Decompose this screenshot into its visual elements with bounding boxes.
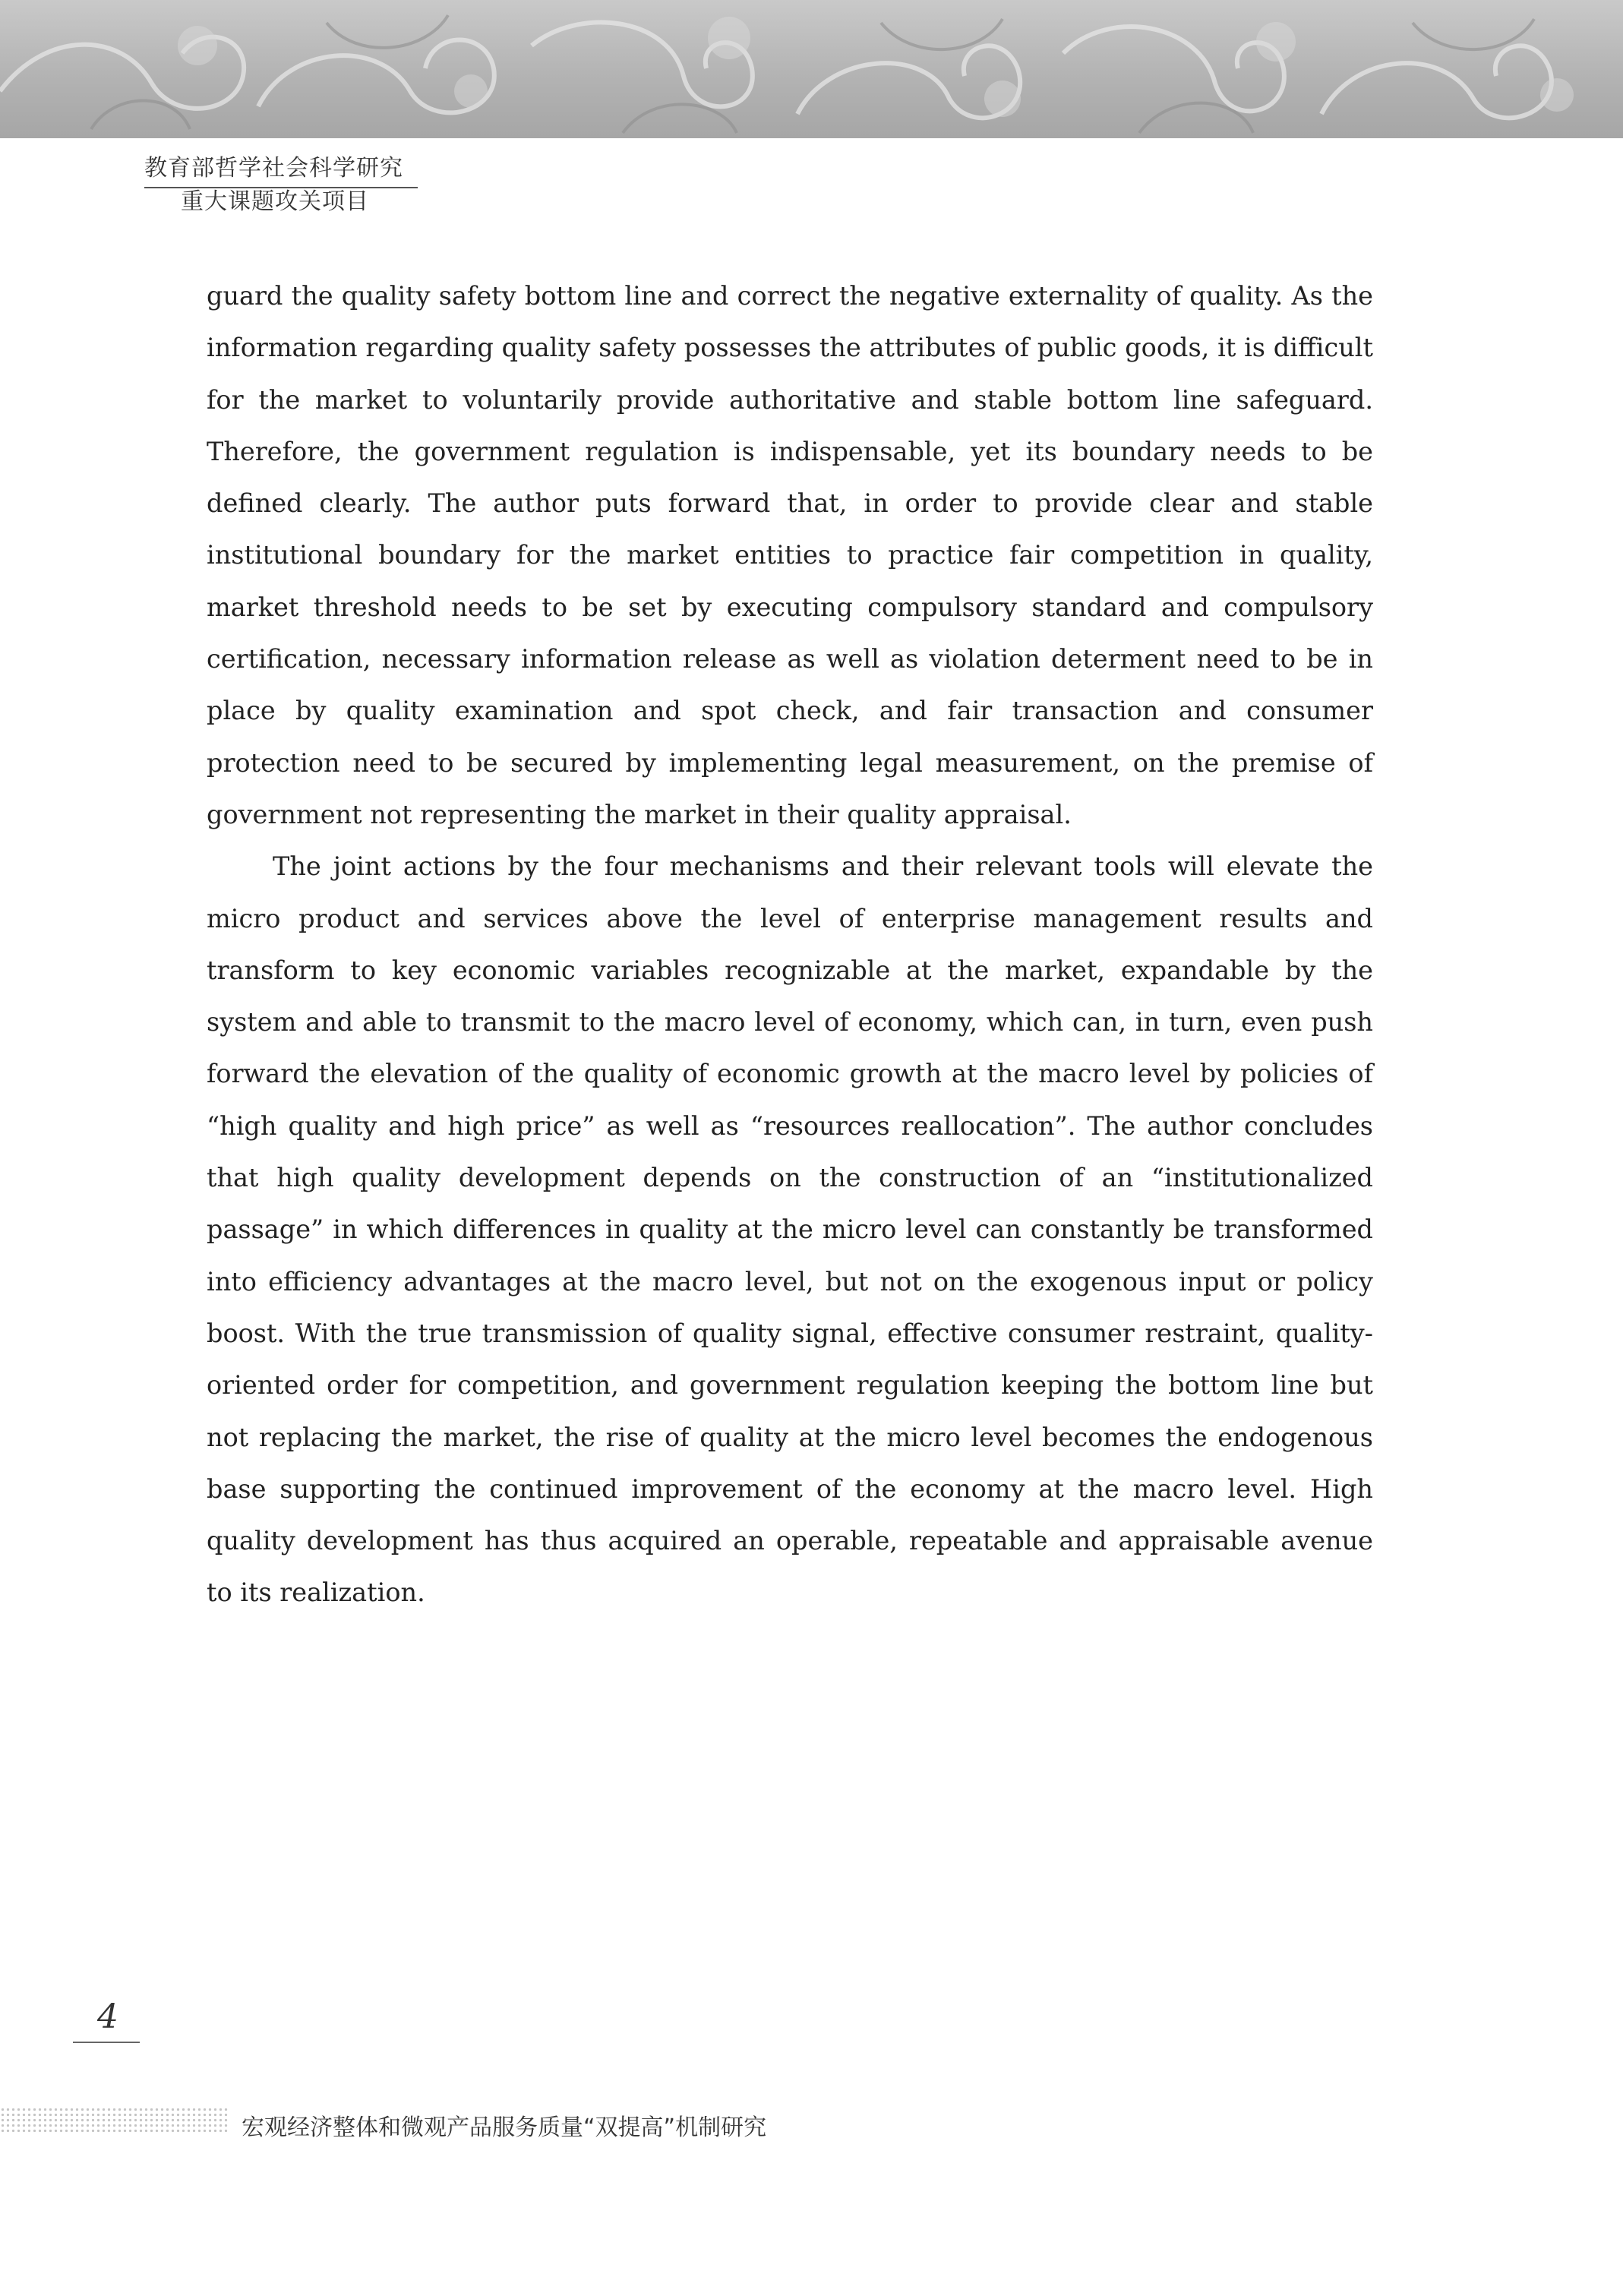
page-number: 4 <box>97 1998 118 2036</box>
series-subtitle: 重大课题攻关项目 <box>181 188 369 215</box>
page-number-rule <box>73 2042 140 2043</box>
running-footer-title: 宏观经济整体和微观产品服务质量“双提高”机制研究 <box>242 2114 767 2141</box>
cloud-pattern-icon <box>0 0 1623 138</box>
series-title: 教育部哲学社会科学研究 <box>144 149 418 188</box>
body-text <box>207 270 1373 1619</box>
paragraph: guard the quality safety bottom line and correct the negative externality of quality. As the information regarding quality safety possesses the attributes of public goods, it is difficult for the market to voluntarily provide authoritative and stable bottom line safeguard. Therefore, the government regulation is indispensable, yet its boundary needs to be defined clearly. The author puts forward that, in order to provide clear and stable institutional boundary for the market entities to practice fair competition in quality, market threshold needs to be set by executing compulsory standard and compulsory certification, necessary information release as well as violation determent need to be in place by quality examination and spot check, and fair transaction and consumer protection need to be secured by implementing legal measurement, on the premise of government not representing the market in their quality appraisal. <box>207 281 1373 829</box>
decorative-cloud-banner <box>0 0 1623 138</box>
footer-dot-pattern <box>0 2107 228 2133</box>
paragraph: The joint actions by the four mechanisms and their relevant tools will elevate the micro product and services above the level of enterprise management results and transform to key economic variables recognizable at the market, expandable by the system and able to transmit to the macro level of economy, which can, in turn, even push forward the elevation of the quality of economic growth at the macro level by policies of “high quality and high price” as well as “resources reallocation”. The author concludes that high quality development depends on the construction of an “institutionalized passage” in which differences in quality at the micro level can constantly be transformed into efficiency advantages at the macro level, but not on the exogenous input or policy boost. With the true transmission of quality signal, effective consumer restraint, quality-oriented order for competition, and government regulation keeping the bottom line but not replacing the market, the rise of quality at the micro level becomes the endogenous base supporting the continued improvement of the economy at the macro level. High quality development has thus acquired an operable, repeatable and appraisable avenue to its realization. <box>207 851 1373 1608</box>
